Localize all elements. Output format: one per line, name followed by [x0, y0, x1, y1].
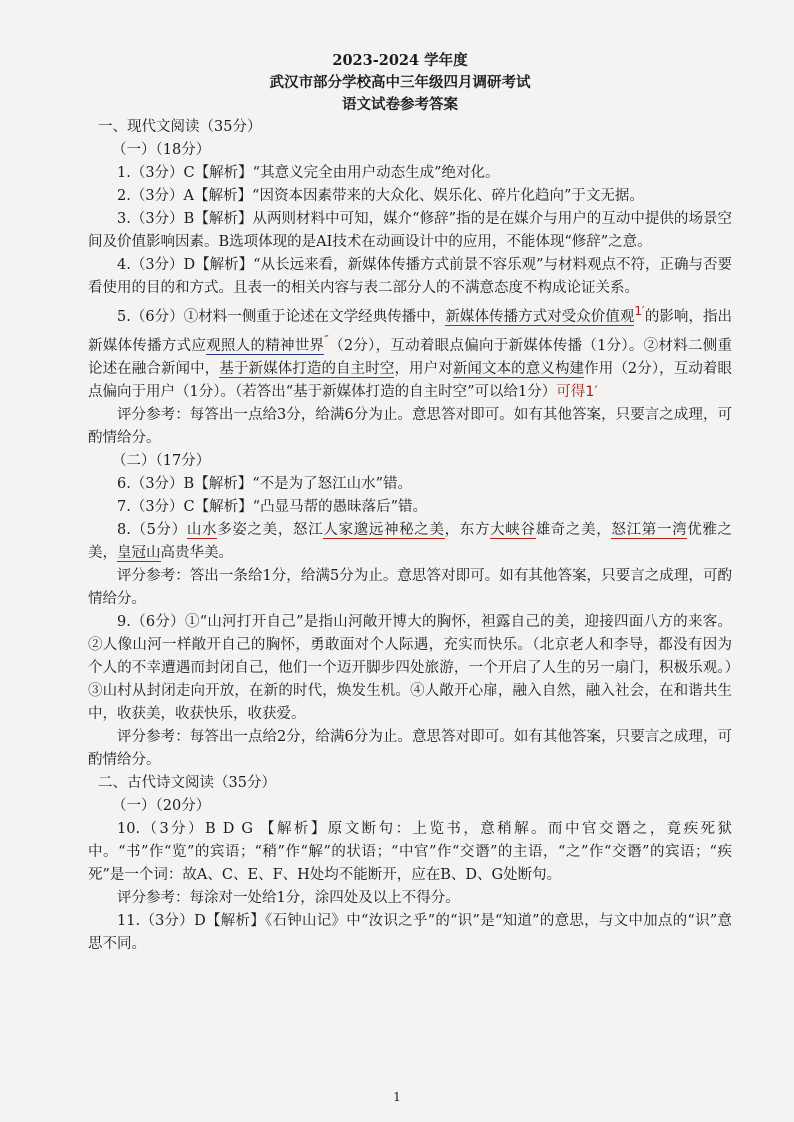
- subsection-heading: （一）（18分）: [112, 142, 211, 158]
- underline-mark: 皇冠山: [117, 544, 161, 561]
- scoring-note: 评分参考：每涂对一处给1分，涂四处及以上不得分。: [117, 889, 460, 906]
- underline-mark: 大峡谷: [490, 521, 536, 538]
- underline-mark: 新闻文本的意义构建: [452, 360, 585, 377]
- answer-8: 8.（5分）山水多姿之美，怒江人家邈远神秘之美，东方大峡谷雄奇之美，怒江第一湾优雅之美，皇冠山高贵华美。: [88, 521, 733, 561]
- underline-mark: 新媒体传播方式对受众价值观: [445, 308, 635, 325]
- scoring-note: 评分参考：答出一条给1分，给满5分为止。意思答对即可。如有其他答案，只要言之成理，可酌情给分。: [88, 567, 732, 607]
- underline-mark: 人家邈远神秘之美: [323, 521, 445, 538]
- answer-4: 4.（3分）D【解析】“从长远来看，新媒体传播方式前景不容乐观”与材料观点不符，正确与否要看使用的目的和方式。且表一的相关内容与表二部分人的不满意态度不构成论证关系。: [88, 257, 733, 296]
- answer-5: 5.（6分）①材料一侧重于论述在文学经典传播中，新媒体传播方式对受众价值观$^{1'}$的影响，指出新媒体传播方式应观照人的精神世界″（2分），互动着眼点偏向于新媒体传播（1分）。②材料二侧重论述在融合新闻中，基于新媒体打造的自主时空，用户对新闻文本的意义构建作用（2分），互动着眼点偏向于用户（1分）。（若答出“基于新媒体打造的自主时空”可以给1分）可得1′: [88, 304, 733, 400]
- school-year: 2023-2024 学年度: [332, 52, 468, 69]
- answer-9: 9.（6分）①“山河打开自己”是指山河敞开博大的胸怀，袒露自己的美，迎接四面八方的来客。②人像山河一样敞开自己的胸怀，勇敢面对个人际遇，充实而快乐。（北京老人和李导，都没有因为个人的不幸遭遇而封闭自己，他们一个迈开脚步四处旅游，一个开启了人生的另一扇门，积极乐观。）③山村从封闭走向开放，在新的时代，焕发生机。④人敞开心扉，融入自然，融入社会，在和谐共生中，收获美，收获快乐，收获爱。: [88, 613, 732, 722]
- page-number: 1: [393, 1090, 401, 1104]
- scoring-note: 评分参考：每答出一点给2分，给满6分为止。意思答对即可。如有其他答案，只要言之成理，可酌情给分。: [88, 728, 732, 768]
- answer-6: 6.（3分）B【解析】“不是为了怒江山水”错。: [117, 475, 413, 492]
- answer-7: 7.（3分）C【解析】“凸显马帮的愚昧落后”错。: [117, 498, 427, 515]
- subsection-heading: （一）（20分）: [112, 797, 211, 814]
- scoring-note: 评分参考：每答出一点给3分，给满6分为止。意思答对即可。如有其他答案，只要言之成理，可酌情给分。: [88, 406, 732, 446]
- section-heading: 二、古代诗文阅读（35分）: [98, 774, 276, 791]
- underline-mark: 观照人的精神世界: [206, 337, 325, 354]
- answer-11: 11.（3分）D【解析】《石钟山记》中“汝识之乎”的“识”是“知道”的意思，与文中加点的“识”意思不同。: [88, 912, 732, 952]
- handwritten-mark: ″: [324, 332, 329, 347]
- answer-3: 3.（3分）B【解析】从两则材料中可知，媒介“修辞”指的是在媒介与用户的互动中提供的场景空间及价值影响因素。B选项体现的是AI技术在动画设计中的应用，不能体现“修辞”之意。: [88, 211, 732, 250]
- section-heading: 一、现代文阅读（35分）: [98, 119, 262, 135]
- handwritten-note: 可得1′: [556, 383, 598, 400]
- underline-mark: 基于新媒体打造的自主时空: [219, 360, 395, 377]
- exam-title: 武汉市部分学校高中三年级四月调研考试: [269, 74, 531, 91]
- answer-2: 2.（3分）A【解析】“因资本因素带来的大众化、娱乐化、碎片化趋向”于文无据。: [117, 188, 644, 204]
- answer-10: 10.（3分）B D G 【解析】原文断句：上览书，意稍解。而中官交谮之，竟疾死狱中。“书”作“览”的宾语；“稍”作“解”的状语；“中官”作“交谮”的主语，“之”作“交谮”的宾语；“疾死”是一个词：故A、C、E、F、H处均不能断开，应在B、D、G处断句。: [88, 820, 732, 883]
- underline-mark: 山水: [186, 521, 218, 538]
- underline-mark: 怒江第一湾: [611, 521, 688, 538]
- subsection-heading: （二）（17分）: [112, 452, 211, 469]
- paper-title: 语文试卷参考答案: [342, 96, 458, 113]
- answer-1: 1.（3分）C【解析】“其意义完全由用户动态生成”绝对化。: [117, 165, 500, 181]
- handwritten-mark: 1′: [634, 304, 645, 318]
